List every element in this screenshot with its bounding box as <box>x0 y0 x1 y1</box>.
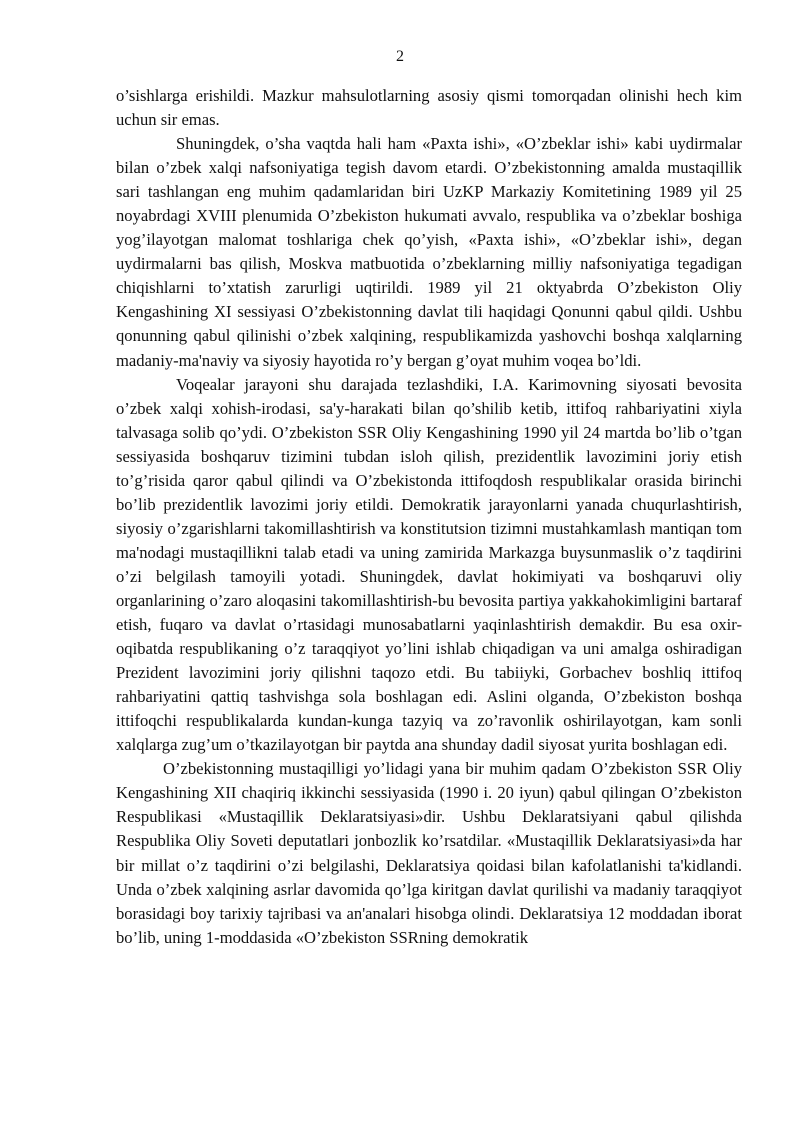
paragraph-mustaqillik-deklaratsiyasi: O’zbekistonning mustaqilligi yo’lidagi yana bir muhim qadam O’zbekiston SSR Oliy Kengashining XII chaqiriq ikkinchi sessiyasida (1990 i. 20 iyun) qabul qilingan O’zbekiston Respublikasi «Mustaqillik Deklaratsiyasi»dir. Ushbu Deklaratsiyani qabul qilishda Respublika Oliy Soveti deputatlari jonbozlik ko’rsatdilar. «Mustaqillik Deklaratsiyasi»da har bir millat o’z taqdirini o’zi belgilashi, Deklaratsiya qoidasi bilan kafolatlanishi ta'kidlandi. Unda o’zbek xalqining asrlar davomida qo’lga kiritgan davlat qurilishi va madaniy taraqqiyot borasidagi boy tarixiy tajribasi va an'analari hisobga olindi. Deklaratsiya 12 moddadan iborat bo’lib, uning 1-moddasida «O’zbekiston SSRning demokratik <box>116 759 742 947</box>
document-body <box>116 84 742 950</box>
paragraph-voqealar-jarayoni: Voqealar jarayoni shu darajada tezlashdiki, I.A. Karimovning siyosati bevosita o’zbek xalqi xohish-irodasi, sa'y-harakati bilan qo’shilib ketib, ittifoq rahbariyatini xiyla talvasaga solib qo’ydi. O’zbekiston SSR Oliy Kengashining 1990 yil 24 martda bo’lib o’tgan sessiyasida boshqaruv tizimini tubdan isloh qilish, prezidentlik lavozimini joriy etish to’g’risida qaror qabul qilindi va O’zbekistonda ittifoqdosh respublikalar orasida birinchi bo’lib prezidentlik lavozimi joriy etildi. Demokratik jarayonlarni yanada chuqurlashtirish, siyosiy o’zgarishlarni takomillashtirish va konstitutsion tizimni mustahkamlash mantiqan tom ma'nodagi mustaqillikni talab etadi va uning zamirida Markazga buysunmaslik o’z taqdirini o’zi belgilash tamoyili yotadi. Shuningdek, davlat hokimiyati va boshqaruvi oliy organlarining o’zaro aloqasini takomillashtirish-bu bevosita partiya yakkahokimligini bartaraf etish, fuqaro va davlat o’rtasidagi munosabatlarni yaqinlashtirish demakdir. Bu esa oxir-oqibatda respublikaning o’z taraqqiyot yo’lini ishlab chiqadigan va uni amalga oshiradigan Prezident lavozimini joriy qilishni taqozo etdi. Bu tabiiyki, Gorbachev boshliq ittifoq rahbariyatini qattiq tashvishga sola boshlagan edi. Aslini olganda, O’zbekiston boshqa ittifoqchi respublikalarda kundan-kunga tazyiq va zo’ravonlik oshirilayotgan, kam sonli xalqlarga zug’um o’tkazilayotgan bir paytda ana shunday dadil siyosat yurita boshlagan edi. <box>116 374 742 755</box>
paragraph-paxta-ishi: Shuningdek, o’sha vaqtda hali ham «Paxta ishi», «O’zbeklar ishi» kabi uydirmalar bilan o’zbek xalqi nafsoniyatiga tegish davom etardi. O’zbekistonning amalda mustaqillik sari tashlangan eng muhim qadamlaridan biri UzKP Markaziy Komitetining 1989 yil 25 noyabrdagi XVIII plenumida O’zbekiston hukumati avvalo, respublika va o’zbeklar boshiga yog’ilayotgan malomat toshlariga chek qo’yish, «Paxta ishi», «O’zbeklar ishi», degan uydirmalarni bas qilish, Moskva matbuotida o’zbeklarning milliy nafsoniyatiga tegadigan chiqishlarni to’xtatish zarurligi uqtirildi. 1989 yil 21 oktyabrda O’zbekiston Oliy Kengashining XI sessiyasi O’zbekistonning davlat tili haqidagi Qonunni qabul qildi. Ushbu qonunning qabul qilinishi o’zbek xalqining, respublikamizda yashovchi boshqa xalqlarning madaniy-ma'naviy va siyosiy hayotida ro’y bergan g’oyat muhim voqea bo’ldi. <box>116 134 742 370</box>
paragraph-continued: o’sishlarga erishildi. Mazkur mahsulotlarning asosiy qismi tomorqadan olinishi hech kim uchun sir emas. <box>116 86 742 130</box>
page-number: 2 <box>396 48 404 65</box>
